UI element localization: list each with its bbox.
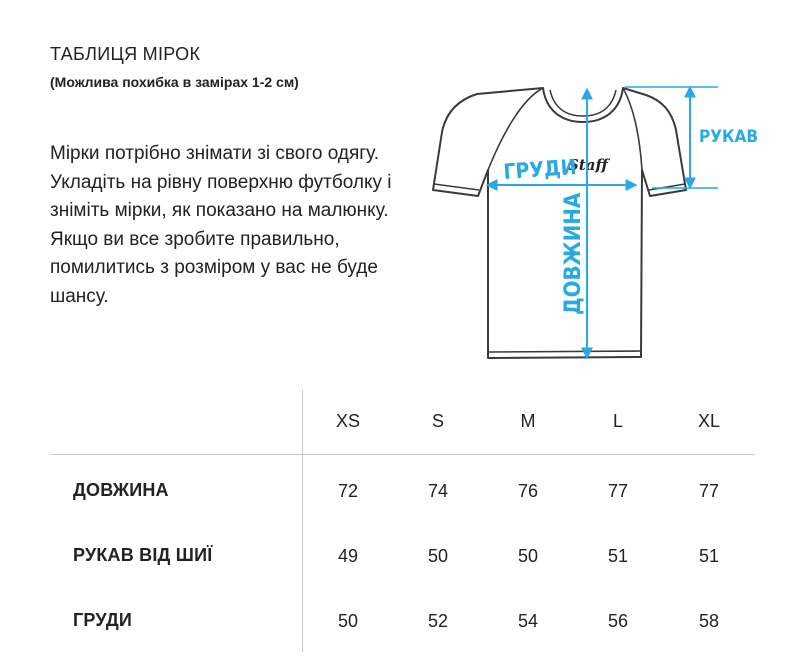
table-vertical-divider [302, 390, 303, 652]
cell-sleeve-l: 51 [607, 546, 629, 566]
row-label-sleeve: РУКАВ ВІД ШИЇ [73, 545, 213, 565]
row-label-chest: ГРУДИ [73, 610, 133, 630]
cell-chest-s: 52 [427, 611, 449, 631]
cell-length-m: 76 [517, 481, 539, 501]
tshirt-outline [433, 88, 686, 358]
size-header-s: S [431, 411, 444, 431]
cell-chest-xl: 58 [698, 611, 720, 631]
cell-chest-xs: 50 [337, 611, 359, 631]
cell-sleeve-m: 50 [517, 546, 539, 566]
sleeve-label: РУКАВ [699, 127, 758, 147]
measurement-note: (Можлива похибка в замірах 1-2 см) [50, 74, 299, 90]
size-header-m: M [520, 411, 536, 431]
length-label: ДОВЖИНА [561, 192, 586, 315]
table-header-divider [50, 454, 754, 455]
size-header-l: L [612, 411, 623, 431]
cell-sleeve-xs: 49 [337, 546, 359, 566]
size-header-xl: XL [697, 411, 721, 431]
chest-label: ГРУДИ [502, 154, 578, 184]
cell-length-l: 77 [607, 481, 629, 501]
cell-length-xl: 77 [698, 481, 720, 501]
row-label-length: ДОВЖИНА [73, 480, 169, 500]
cell-sleeve-s: 50 [427, 546, 449, 566]
size-header-xs: XS [335, 411, 360, 431]
measuring-instructions: Мірки потрібно знімати зі свого одягу. Укладіть на рівну поверхню футболку і зніміть мірки, як показано на малюнку. Якщо ви все зробите правильно, помилитись з розміром у вас не буде шансу. [50, 143, 392, 307]
tshirt-measurement-diagram [420, 70, 760, 370]
brand-logo: Staff [568, 156, 608, 174]
cell-length-s: 74 [427, 481, 449, 501]
cell-sleeve-xl: 51 [698, 546, 720, 566]
cell-chest-m: 54 [517, 611, 539, 631]
cell-chest-l: 56 [607, 611, 629, 631]
cell-length-xs: 72 [337, 481, 359, 501]
page-title: ТАБЛИЦЯ МІРОК [50, 44, 201, 64]
